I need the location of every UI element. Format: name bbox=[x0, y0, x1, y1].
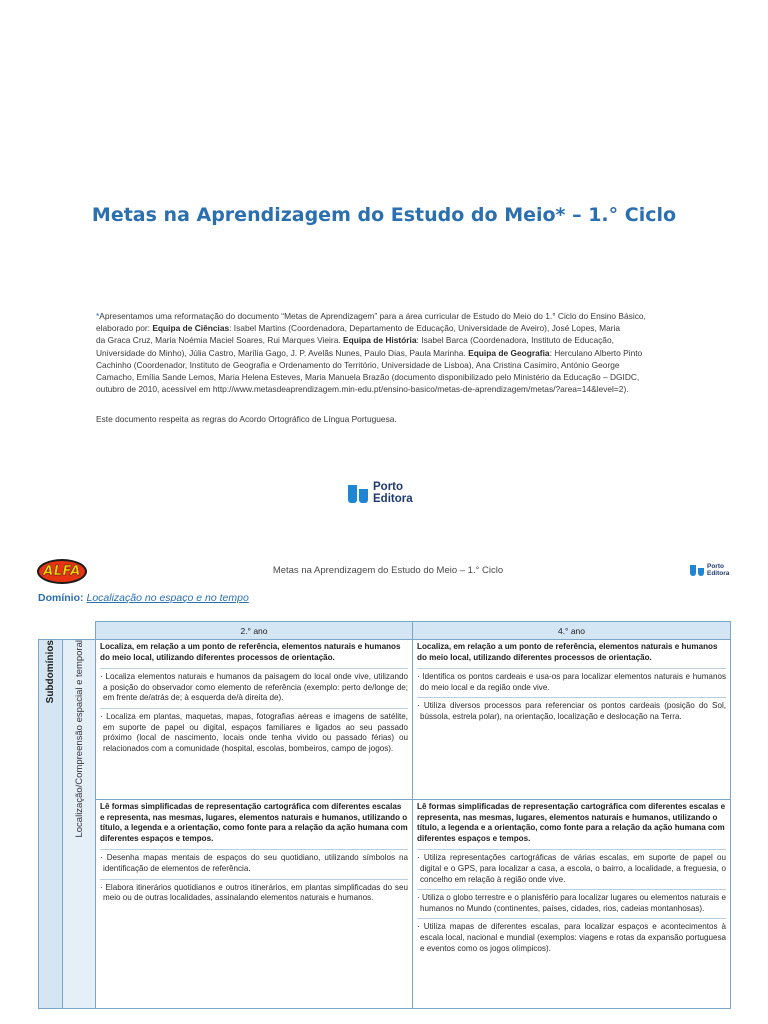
logo-word-porto: Porto bbox=[707, 563, 724, 570]
cell-row1-4ano bbox=[413, 640, 731, 800]
porto-editora-logo-small bbox=[690, 564, 729, 577]
subdominio-name: Localização/Compreensão espacial e temporal bbox=[73, 640, 85, 838]
intro-line-3b: : Isabel Barca (Coordenadora, Instituto de Educação, bbox=[416, 335, 614, 346]
intro-line-1: Apresentamos uma reformatação do documento “Metas de Aprendizagem” para a área curricular de Estudo do Meio do 1.° Ciclo do Ensino Básico, bbox=[99, 311, 646, 321]
goal-item: · Utiliza o globo terrestre e o planisfério para localizar lugares ou elementos naturais e humanos no Mundo (continentes, países, cidades, rios, cadeias montanhosas). bbox=[417, 893, 726, 914]
subdominios-cell bbox=[39, 640, 63, 1009]
intro-line-2a: elaborado por: bbox=[96, 323, 153, 334]
porto-editora-logo bbox=[348, 482, 413, 505]
header-2-ano: 2.° ano bbox=[96, 622, 413, 640]
intro-line-5: Cachinho (Coordenador, Instituto de Geografia e Ordenamento do Território, Universidade de Lisboa), Ana Cristina Casimiro, António George bbox=[96, 359, 620, 370]
alfa-logo: ALFA bbox=[37, 559, 87, 584]
goal-item: · Identifica os pontos cardeais e usa-os para localizar elementos naturais e humanos do meio local e da região onde vive. bbox=[417, 672, 726, 693]
intro-paragraph bbox=[96, 310, 681, 395]
porto-editora-mark-icon bbox=[348, 485, 368, 503]
intro-line-4b: : Herculano Alberto Pinto bbox=[549, 347, 643, 358]
goal-heading: Lê formas simplificadas de representação cartográfica com diferentes escalas e representa, nas mesmas, lugares, elementos naturais e humanos, utilizando o título, a legenda e a orientação, como fonte para a relação da ação humana com diferentes espaços e tempos. bbox=[417, 802, 726, 843]
goal-item: · Localiza em plantas, maquetas, mapas, fotografias aéreas e imagens de satélite, em suporte de papel ou digital, espaços familiares e ligados ao seu passado próximo (local de nascimento, locais onde tenha vivido ou passado férias) ou relacionados com a comunidade (hospital, escolas, bombeiros, campo de jogos). bbox=[100, 712, 408, 754]
metas-table bbox=[38, 621, 731, 1009]
intro-line-4: Universidade do Minho), Júlia Castro, Marília Gago, J. P. Avelãs Nunes, Paulo Dias, Paula Marinha. bbox=[96, 347, 469, 358]
team-ciencias: Equipa de Ciências bbox=[152, 323, 230, 334]
dominio-label: Domínio: bbox=[38, 592, 84, 604]
logo-word-porto: Porto bbox=[373, 481, 404, 493]
goal-item: · Elabora itinerários quotidianos e outros itinerários, em plantas simplificadas do seu meio ou de outras localidades, assinalando elementos naturais e humanos. bbox=[100, 883, 408, 904]
logo-word-editora: Editora bbox=[373, 492, 413, 505]
goal-item: · Utiliza representações cartográficas de várias escalas, em suporte de papel ou digital e o GPS, para localizar a casa, a escola, o bairro, a localidade, a freguesia, o concelho em relação à região onde vive. bbox=[417, 853, 726, 885]
cell-row2-2ano bbox=[96, 800, 413, 1009]
goal-heading: Lê formas simplificadas de representação cartográfica com diferentes escalas e representa, nas mesmas, lugares, elementos naturais e humanos, utilizando o título, a legenda e a orientação, como fonte para a relação da ação humana com diferentes espaços e tempos. bbox=[100, 802, 408, 843]
goal-item: · Utiliza diversos processos para referenciar os pontos cardeais (posição do Sol, bússola, estrela polar), na orientação, localização e deslocação na Terra. bbox=[417, 701, 726, 722]
goal-heading: Localiza, em relação a um ponto de referência, elementos naturais e humanos do meio local, utilizando diferentes processos de orientação. bbox=[417, 642, 718, 662]
intro-line-2b: : Isabel Martins (Coordenadora, Departamento de Educação, Universidade de Aveiro), José Lopes, Maria bbox=[229, 323, 621, 334]
document-title: Metas na Aprendizagem do Estudo do Meio* – 1.° Ciclo bbox=[91, 204, 677, 226]
goal-item: · Localiza elementos naturais e humanos da paisagem do local onde vive, utilizando a posição do observador como elemento de referência (exemplo: perto de/longe de; em frente de/atrás de; à esquerda de/à direita de). bbox=[100, 672, 408, 704]
dominio-link[interactable]: Localização no espaço e no tempo bbox=[86, 592, 249, 604]
goal-item: · Utiliza mapas de diferentes escalas, para localizar espaços e acontecimentos à escala local, nacional e mundial (exemplos: viagens e rotas da expansão portuguesa e eventos como os jogos olímpicos). bbox=[417, 922, 726, 954]
logo-word-editora: Editora bbox=[707, 569, 730, 577]
team-geografia: Equipa de Geografia bbox=[468, 347, 550, 358]
asterisk: * bbox=[96, 311, 100, 321]
subdominios-label: Subdomínios bbox=[45, 640, 56, 704]
goal-heading: Localiza, em relação a um ponto de referência, elementos naturais e humanos do meio local, utilizando diferentes processos de orientação. bbox=[100, 642, 401, 662]
cell-row2-4ano bbox=[413, 800, 731, 1009]
header-4-ano: 4.° ano bbox=[413, 622, 731, 640]
intro-line-6: Camacho, Emília Sande Lemos, Maria Helena Esteves, Maria Manuela Brazão (documento disponibilizado pelo Ministério da Educação – DGIDC, bbox=[96, 372, 640, 383]
goal-item: · Desenha mapas mentais de espaços do seu quotidiano, utilizando símbolos na identificação de elementos de referência. bbox=[100, 853, 408, 874]
subdominio-name-cell bbox=[63, 640, 96, 1009]
intro-line-3: da Graca Cruz, Maria Noémia Maciel Soares, Rui Marques Vieira. bbox=[96, 335, 344, 346]
team-historia: Equipa de História bbox=[343, 335, 417, 346]
orthography-note: Este documento respeita as regras do Acordo Ortográfico de Língua Portuguesa. bbox=[96, 414, 397, 424]
page-header-title: Metas na Aprendizagem do Estudo do Meio – 1.° Ciclo bbox=[272, 565, 504, 576]
dominio-line bbox=[38, 592, 249, 604]
intro-line-7: outubro de 2010, acessível em http://www.metasdeaprendizagem.min-edu.pt/ensino-basico/metas-de-aprendizagem/metas/?area=14&level=2). bbox=[96, 384, 629, 395]
porto-editora-mark-icon bbox=[690, 565, 704, 576]
cell-row1-2ano bbox=[96, 640, 413, 800]
